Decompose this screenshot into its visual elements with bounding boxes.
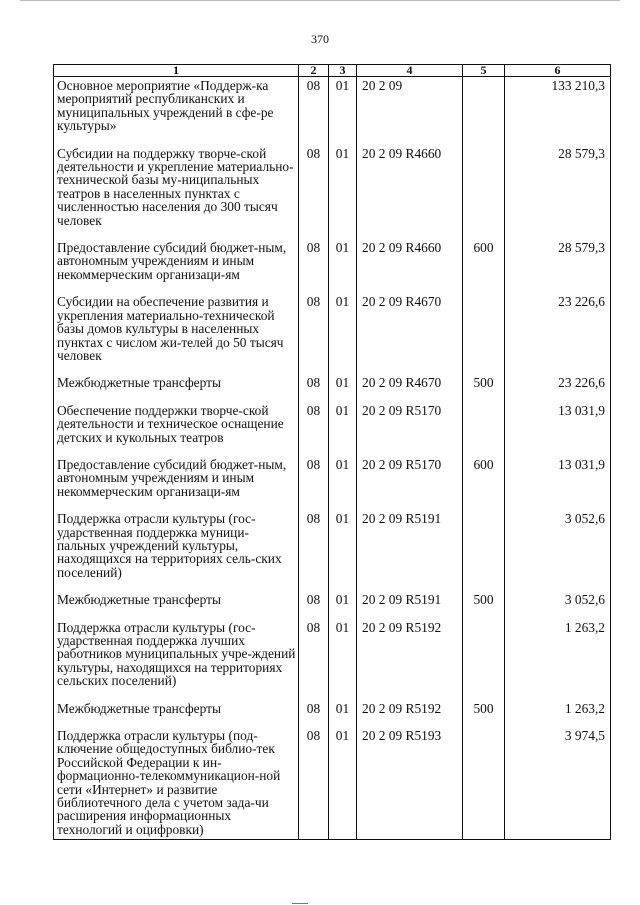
cell-section: 08 (299, 241, 329, 295)
cell-target-code: 20 2 09 R4660 (357, 241, 463, 295)
table-row (54, 376, 611, 403)
cell-amount: 28 579,3 (505, 147, 611, 241)
cell-subsection: 01 (329, 147, 357, 241)
column-header-target-code: 4 (357, 65, 463, 77)
cell-subsection: 01 (329, 376, 357, 403)
cell-target-code: 20 2 09 R5193 (357, 729, 463, 840)
cell-expense-type (463, 512, 505, 593)
cell-subsection: 01 (329, 621, 357, 702)
cell-subsection: 01 (329, 77, 357, 147)
cell-expense-type (463, 295, 505, 376)
cell-expense-type (463, 77, 505, 147)
cell-section: 08 (299, 729, 329, 840)
table-row (54, 621, 611, 702)
table-row (54, 702, 611, 729)
cell-section: 08 (299, 295, 329, 376)
column-header-name: 1 (54, 65, 299, 77)
scan-artifact-top (20, 0, 620, 1)
table-row (54, 404, 611, 458)
cell-section: 08 (299, 77, 329, 147)
cell-amount: 23 226,6 (505, 376, 611, 403)
table-row (54, 458, 611, 512)
column-header-subsection: 3 (329, 65, 357, 77)
cell-section: 08 (299, 593, 329, 620)
cell-expense-type: 500 (463, 593, 505, 620)
column-header-section: 2 (299, 65, 329, 77)
cell-target-code: 20 2 09 R4660 (357, 147, 463, 241)
cell-amount: 28 579,3 (505, 241, 611, 295)
cell-amount: 1 263,2 (505, 621, 611, 702)
cell-name: Основное мероприятие «Поддерж-ка мероприятий республиканских и муниципальных учреждений в сфе-ре культуры» (54, 77, 299, 147)
cell-amount: 23 226,6 (505, 295, 611, 376)
cell-subsection: 01 (329, 593, 357, 620)
column-header-amount: 6 (505, 65, 611, 77)
cell-target-code: 20 2 09 R5192 (357, 702, 463, 729)
cell-subsection: 01 (329, 729, 357, 840)
cell-expense-type: 600 (463, 241, 505, 295)
cell-section: 08 (299, 376, 329, 403)
cell-name: Поддержка отрасли культуры (гос-ударственная поддержка лучших работников муниципальных учре-ждений культуры, находящихся на территориях сельских поселений) (54, 621, 299, 702)
column-header-expense-type: 5 (463, 65, 505, 77)
table-row (54, 729, 611, 840)
table-row (54, 241, 611, 295)
cell-target-code: 20 2 09 R5192 (357, 621, 463, 702)
cell-subsection: 01 (329, 458, 357, 512)
cell-amount: 133 210,3 (505, 77, 611, 147)
cell-expense-type (463, 729, 505, 840)
cell-expense-type: 500 (463, 376, 505, 403)
cell-target-code: 20 2 09 (357, 77, 463, 147)
page-number: 370 (311, 32, 329, 46)
table-row (54, 295, 611, 376)
cell-target-code: 20 2 09 R5170 (357, 404, 463, 458)
cell-amount: 1 263,2 (505, 702, 611, 729)
cell-subsection: 01 (329, 404, 357, 458)
cell-name: Субсидии на обеспечение развития и укрепления материально-технической базы домов культуры в населенных пунктах с числом жи-телей до 50 тысяч человек (54, 295, 299, 376)
cell-section: 08 (299, 404, 329, 458)
cell-name: Межбюджетные трансферты (54, 376, 299, 403)
table-row (54, 147, 611, 241)
cell-expense-type (463, 147, 505, 241)
cell-target-code: 20 2 09 R5170 (357, 458, 463, 512)
cell-subsection: 01 (329, 295, 357, 376)
cell-target-code: 20 2 09 R5191 (357, 512, 463, 593)
cell-section: 08 (299, 458, 329, 512)
cell-section: 08 (299, 147, 329, 241)
cell-name: Межбюджетные трансферты (54, 593, 299, 620)
cell-name: Обеспечение поддержки творче-ской деятельности и техническое оснащение детских и кукольных театров (54, 404, 299, 458)
cell-subsection: 01 (329, 702, 357, 729)
cell-section: 08 (299, 702, 329, 729)
cell-expense-type: 500 (463, 702, 505, 729)
cell-amount: 3 052,6 (505, 512, 611, 593)
cell-name: Поддержка отрасли культуры (под-ключение общедоступных библио-тек Российской Федерации к ин-формационно-телекоммуникацион-ной сети «Интернет» и развитие библиотечного дела с учетом зада-чи расширения информационных технологий и оцифровки) (54, 729, 299, 840)
cell-name: Предоставление субсидий бюджет-ным, автономным учреждениям и иным некоммерческим организаци-ям (54, 241, 299, 295)
cell-name: Предоставление субсидий бюджет-ным, автономным учреждениям и иным некоммерческим организаци-ям (54, 458, 299, 512)
cell-expense-type (463, 621, 505, 702)
table-row (54, 512, 611, 593)
cell-section: 08 (299, 512, 329, 593)
budget-table (53, 64, 611, 840)
cell-target-code: 20 2 09 R4670 (357, 376, 463, 403)
table-row (54, 593, 611, 620)
table-header-row (54, 65, 611, 77)
cell-name: Поддержка отрасли культуры (гос-ударственная поддержка муници-пальных учреждений культуры, находящихся на территориях сель-ских поселений) (54, 512, 299, 593)
cell-name: Субсидии на поддержку творче-ской деятельности и укрепление материально-технической базы му-ниципальных театров в населенных пунктах с численностью населения до 300 тысяч человек (54, 147, 299, 241)
cell-amount: 13 031,9 (505, 404, 611, 458)
cell-amount: 3 052,6 (505, 593, 611, 620)
cell-expense-type: 600 (463, 458, 505, 512)
cell-section: 08 (299, 621, 329, 702)
scan-artifact-bottom (292, 903, 308, 904)
cell-name: Межбюджетные трансферты (54, 702, 299, 729)
cell-amount: 13 031,9 (505, 458, 611, 512)
cell-target-code: 20 2 09 R4670 (357, 295, 463, 376)
cell-subsection: 01 (329, 241, 357, 295)
table-row (54, 77, 611, 147)
cell-amount: 3 974,5 (505, 729, 611, 840)
cell-subsection: 01 (329, 512, 357, 593)
cell-target-code: 20 2 09 R5191 (357, 593, 463, 620)
cell-expense-type (463, 404, 505, 458)
